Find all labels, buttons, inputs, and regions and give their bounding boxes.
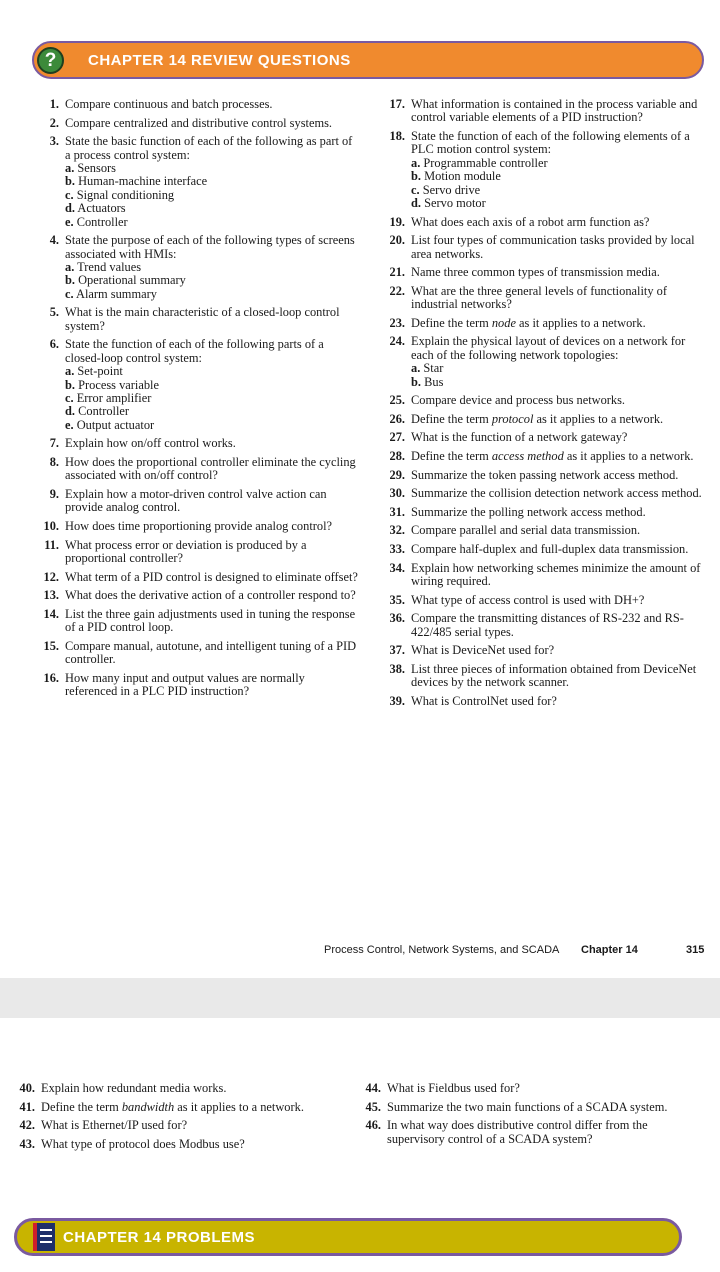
question-text: What is Ethernet/IP used for? [41,1118,188,1133]
sub-item-letter: b. [65,377,75,392]
question-number: 23. [389,315,405,330]
sub-item-text: Servo drive [422,182,481,197]
sub-item [65,405,359,418]
question-item [37,98,359,111]
question-text: Define the term node as it applies to a network. [411,315,646,330]
question-number: 24. [389,334,405,349]
sub-item [65,175,359,188]
footer-title: Process Control, Network Systems, and SCADA [324,944,560,956]
page-footer [0,944,720,962]
question-item [383,394,709,407]
sub-item-text: Human-machine interface [78,174,208,189]
question-text: Compare half-duplex and full-duplex data transmission. [411,541,689,556]
footer-chapter: Chapter 14 [581,944,638,956]
sub-item-letter: a. [411,361,421,376]
question-number: 46. [365,1118,381,1133]
question-number: 19. [389,214,405,229]
sub-item-text: Motion module [424,169,501,184]
question-item [383,506,709,519]
sub-item-text: Trend values [77,260,142,275]
question-number: 27. [389,430,405,445]
question-text: State the function of each of the following parts of a closed-loop control system: [65,337,324,365]
banner-title: CHAPTER 14 PROBLEMS [63,1229,256,1246]
sub-item-letter: b. [65,174,75,189]
question-item [37,135,359,229]
question-number: 22. [389,283,405,298]
question-mark-icon: ? [37,47,64,74]
question-number: 16. [43,670,59,685]
question-number: 43. [19,1136,35,1151]
question-number: 13. [43,588,59,603]
question-text: What type of access control is used with DH+? [411,592,645,607]
question-item [383,317,709,330]
sub-item-letter: e. [65,214,74,229]
question-text: How does time proportioning provide analog control? [65,519,333,534]
question-number: 29. [389,467,405,482]
sub-item [411,362,709,375]
question-text: How many input and output values are normally referenced in a PLC PID instruction? [65,670,305,699]
question-text: State the function of each of the following elements of a PLC motion control system: [411,129,690,157]
question-number: 17. [389,97,405,111]
question-text: Compare parallel and serial data transmission. [411,523,641,538]
question-text: What is DeviceNet used for? [411,643,555,658]
question-number: 36. [389,611,405,626]
question-number: 6. [49,337,59,352]
question-item [37,640,359,667]
sub-item [65,261,359,274]
question-number: 25. [389,393,405,408]
sub-item-list [411,362,709,389]
question-text: Explain how on/off control works. [65,436,236,451]
question-item [37,488,359,515]
sub-item-text: Error amplifier [76,391,152,406]
question-number: 21. [389,265,405,280]
question-text: What is the main characteristic of a closed-loop control system? [65,305,340,333]
sub-item [411,157,709,170]
question-item [13,1082,313,1095]
sub-item-letter: a. [65,364,75,379]
question-item [383,594,709,607]
questions-column-left [13,1082,313,1156]
sub-item-list [411,157,709,211]
sub-item-letter: e. [65,417,74,432]
question-text: What is Fieldbus used for? [387,1081,520,1095]
question-text: Explain how redundant media works. [41,1081,227,1095]
question-item [383,234,709,261]
question-text: Summarize the collision detection network access method. [411,486,702,501]
question-text: Name three common types of transmission media. [411,265,660,280]
question-item [359,1101,679,1114]
sub-item-text: Alarm summary [76,286,157,301]
sub-item-letter: b. [411,169,421,184]
sub-item [65,202,359,215]
question-item [37,437,359,450]
question-text: Summarize the two main functions of a SCADA system. [387,1099,668,1114]
question-text: What process error or deviation is produced by a proportional controller? [65,537,307,566]
question-number: 10. [43,519,59,534]
page-separator [0,978,720,1018]
question-item [383,335,709,389]
question-item [13,1101,313,1114]
question-number: 34. [389,560,405,575]
question-number: 26. [389,411,405,426]
question-number: 39. [389,693,405,708]
problems-icon [33,1223,55,1251]
questions-column-left [37,98,359,704]
question-number: 9. [49,487,59,502]
sub-item-text: Set-point [77,364,123,379]
question-text: Compare continuous and batch processes. [65,97,273,111]
sub-item-text: Operational summary [78,273,186,288]
question-text: Compare manual, autotune, and intelligent tuning of a PID controller. [65,638,357,667]
sub-item [65,274,359,287]
sub-item-letter: d. [65,404,75,419]
question-text: Explain how a motor-driven control valve action can provide analog control. [65,487,327,515]
question-number: 14. [43,606,59,621]
sub-item [65,189,359,202]
question-number: 44. [365,1081,381,1095]
sub-item-text: Controller [78,404,130,419]
question-number: 4. [49,233,59,248]
question-text: List three pieces of information obtained from DeviceNet devices by the network scanner. [411,661,697,690]
question-item [37,571,359,584]
sub-item [65,288,359,301]
sub-item [411,170,709,183]
question-text: In what way does distributive control differ from the supervisory control of a SCADA system? [387,1118,648,1146]
question-item [37,608,359,635]
question-number: 35. [389,592,405,607]
question-text: List the three gain adjustments used in tuning the response of a PID control loop. [65,606,356,635]
question-number: 38. [389,661,405,676]
question-text: Define the term protocol as it applies to a network. [411,411,664,426]
question-number: 31. [389,504,405,519]
question-item [13,1138,313,1151]
question-number: 7. [49,436,59,451]
problems-banner [14,1218,682,1256]
question-item [37,672,359,699]
sub-item [65,419,359,432]
question-item [13,1119,313,1132]
question-number: 1. [49,97,59,111]
question-number: 3. [49,134,59,149]
sub-item-text: Servo motor [424,196,486,211]
question-text: What is ControlNet used for? [411,693,557,708]
question-text: Summarize the polling network access method. [411,504,646,519]
sub-item-letter: a. [65,260,75,275]
sub-item-list [65,261,359,301]
question-item [383,695,709,708]
question-text: What is the function of a network gateway? [411,430,628,445]
question-item [383,487,709,500]
question-number: 20. [389,233,405,248]
question-text: What does each axis of a robot arm function as? [411,214,650,229]
question-item [37,589,359,602]
question-text: Compare the transmitting distances of RS-232 and RS-422/485 serial types. [411,611,684,639]
question-text: Define the term access method as it applies to a network. [411,449,694,463]
question-text: Define the term bandwidth as it applies to a network. [41,1099,304,1114]
sub-item-letter: d. [411,196,421,211]
question-item [359,1119,679,1146]
question-number: 8. [49,455,59,470]
sub-item-text: Output actuator [76,417,155,432]
sub-item-text: Sensors [77,161,116,175]
question-item [37,539,359,566]
question-item [383,644,709,657]
question-number: 32. [389,523,405,538]
question-item [383,663,709,690]
sub-item-text: Process variable [78,377,159,392]
sub-item [65,216,359,229]
question-number: 15. [43,638,59,653]
sub-item-letter: c. [65,286,74,301]
question-number: 5. [49,305,59,320]
question-item [37,306,359,333]
question-text: What term of a PID control is designed to eliminate offset? [65,569,358,584]
sub-item-text: Actuators [77,201,126,216]
question-item [383,469,709,482]
question-item [383,413,709,426]
sub-item [411,184,709,197]
sub-item [411,197,709,210]
question-text: State the basic function of each of the following as part of a process control system: [65,134,353,162]
question-number: 41. [19,1099,35,1114]
question-item [37,117,359,130]
question-item [383,285,709,312]
question-number: 18. [389,129,405,143]
sub-item-list [65,162,359,229]
question-text: Explain how networking schemes minimize the amount of wiring required. [411,560,701,588]
question-number: 42. [19,1118,35,1133]
question-item [37,338,359,432]
sub-item-letter: b. [65,273,75,288]
questions-column-right [359,1082,679,1151]
question-item [383,98,709,125]
question-number: 11. [44,537,59,552]
sub-item-letter: c. [65,187,74,202]
question-item [383,524,709,537]
question-item [383,130,709,210]
question-number: 2. [49,115,59,130]
question-text: What does the derivative action of a controller respond to? [65,588,356,603]
question-text: List four types of communication tasks provided by local area networks. [411,233,695,261]
sub-item-text: Programmable controller [423,155,548,170]
sub-item-list [65,365,359,432]
question-number: 40. [19,1081,35,1095]
sub-item-text: Signal conditioning [76,187,175,202]
review-questions-banner [32,41,704,79]
question-text: What are the three general levels of functionality of industrial networks? [411,283,667,312]
question-item [383,562,709,589]
question-number: 33. [389,541,405,556]
sub-item-letter: c. [411,182,420,197]
banner-title: CHAPTER 14 REVIEW QUESTIONS [88,52,351,69]
sub-item [65,392,359,405]
sub-item-letter: c. [65,391,74,406]
sub-item [65,365,359,378]
question-item [37,456,359,483]
question-text: Explain the physical layout of devices on a network for each of the following network topologies: [411,334,686,362]
question-item [383,612,709,639]
sub-item [65,379,359,392]
question-item [383,431,709,444]
question-item [37,520,359,533]
question-text: Summarize the token passing network access method. [411,467,679,482]
sub-item-text: Controller [76,214,128,229]
sub-item-letter: b. [411,374,421,389]
question-number: 45. [365,1099,381,1114]
question-item [383,216,709,229]
sub-item-text: Star [423,361,444,376]
question-item [383,543,709,556]
sub-item [411,376,709,389]
question-text: What type of protocol does Modbus use? [41,1136,245,1151]
question-text: State the purpose of each of the following types of screens associated with HMIs: [65,233,355,261]
question-item [359,1082,679,1095]
sub-item-text: Bus [424,374,444,389]
question-number: 30. [389,486,405,501]
question-number: 28. [389,449,405,463]
question-item [383,450,709,463]
question-number: 12. [43,569,59,584]
sub-item [65,162,359,175]
questions-column-right [383,98,709,713]
question-text: What information is contained in the process variable and control variable elements of a PID instruction? [411,97,698,125]
sub-item-letter: d. [65,201,75,216]
sub-item-letter: a. [65,161,75,175]
question-item [37,234,359,301]
sub-item-letter: a. [411,155,421,170]
question-text: Compare centralized and distributive control systems. [65,115,333,130]
question-item [383,266,709,279]
question-number: 37. [389,643,405,658]
question-text: How does the proportional controller eliminate the cycling associated with on/off control? [65,455,356,483]
question-text: Compare device and process bus networks. [411,393,626,408]
page-number: 315 [686,944,705,956]
